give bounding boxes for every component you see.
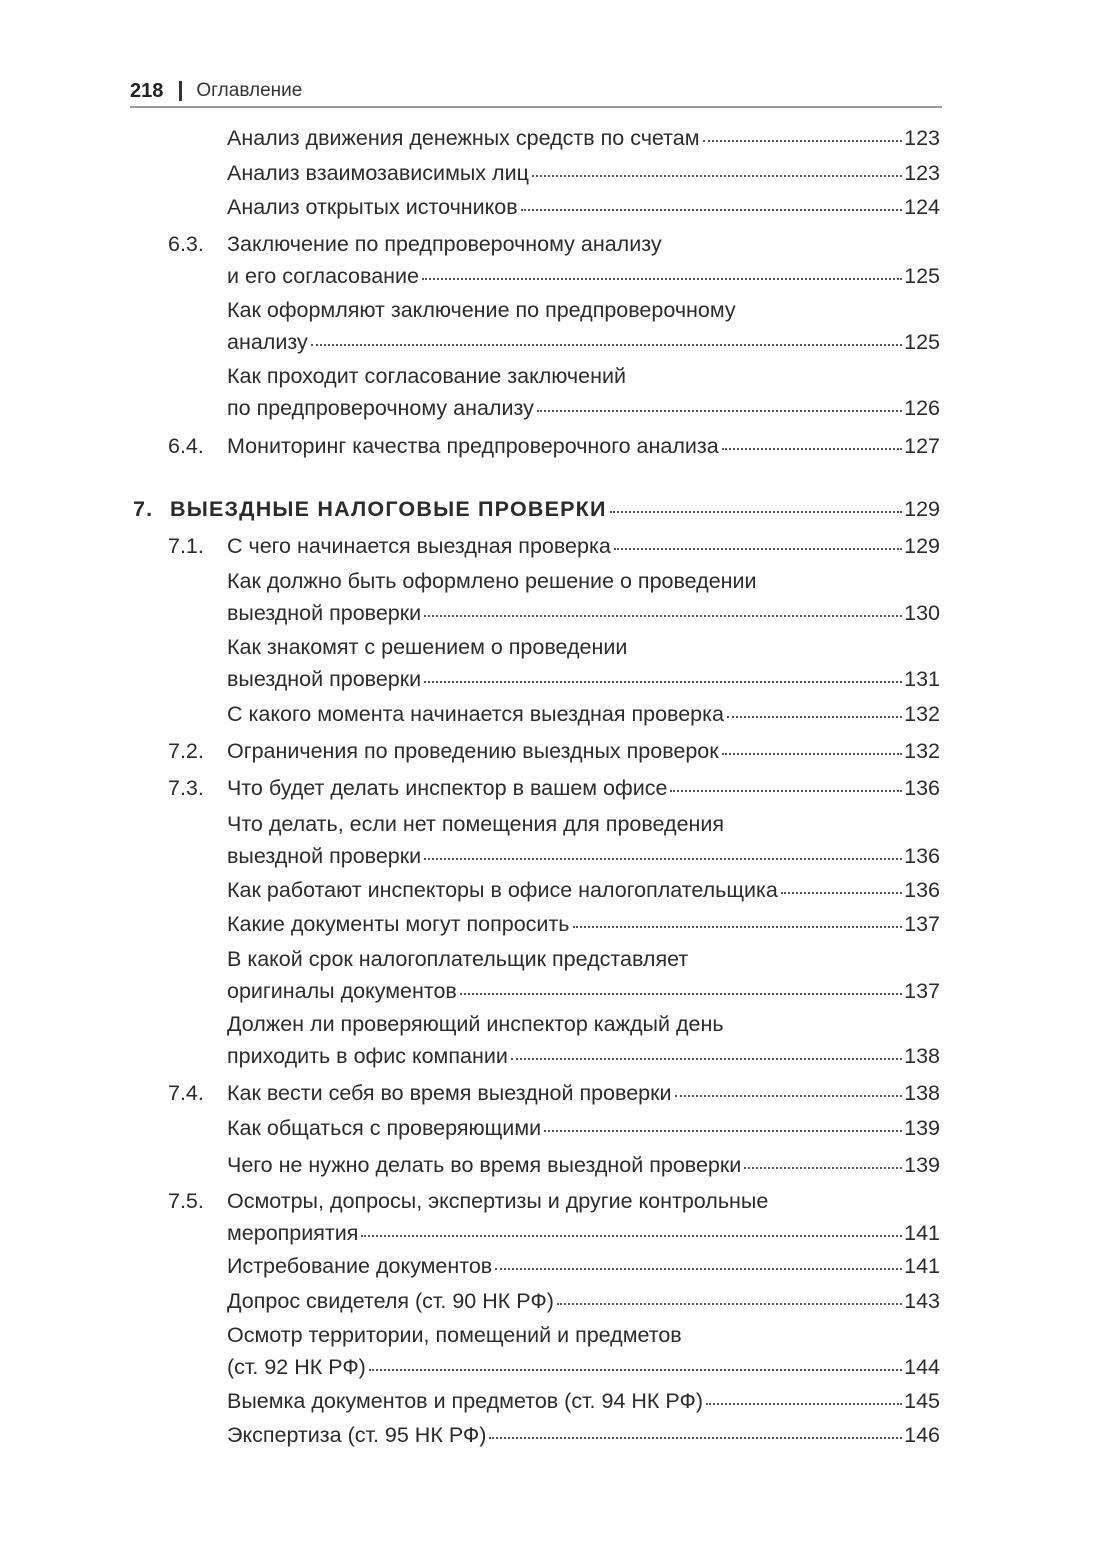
toc-page: 141 [904, 1221, 940, 1245]
toc-page: 146 [904, 1423, 940, 1447]
toc-title-line1: Как знакомят с решением о проведении [227, 635, 628, 659]
toc-title: Мониторинг качества предпроверочного анализа [227, 434, 719, 458]
toc-page: 125 [904, 330, 940, 354]
toc-title-line2: по предпроверочному анализу [227, 396, 534, 420]
dot-leader [744, 1166, 902, 1169]
section-number: 7.5. [168, 1189, 204, 1213]
header-separator [179, 81, 182, 101]
dot-leader [544, 1129, 902, 1132]
running-title: Оглавление [196, 80, 303, 101]
toc-page: 131 [904, 667, 940, 691]
toc-page: 129 [904, 497, 940, 521]
toc-page: 125 [904, 264, 940, 288]
toc-title-line2: выездной проверки [227, 667, 422, 691]
toc-page: 123 [904, 126, 940, 150]
toc-title-line2: оригиналы документов [227, 979, 457, 1003]
toc-title-line2: анализу [227, 330, 308, 354]
section-number: 7.3. [168, 776, 204, 800]
dot-leader [460, 992, 902, 995]
toc-page: 132 [904, 739, 940, 763]
dot-leader [610, 510, 902, 513]
toc-title: С чего начинается выездная проверка [227, 534, 611, 558]
section-number: 6.3. [168, 232, 204, 256]
toc-page: 139 [904, 1153, 940, 1177]
toc-title: Экспертиза (ст. 95 НК РФ) [227, 1423, 487, 1447]
dot-leader [489, 1436, 902, 1439]
toc-title-line2: приходить в офис компании [227, 1044, 508, 1068]
toc-title: Допрос свидетеля (ст. 90 НК РФ) [227, 1289, 554, 1313]
dot-leader [422, 277, 902, 280]
dot-leader [557, 1302, 902, 1305]
toc-title-line1: Заключение по предпроверочному анализу [227, 232, 662, 256]
dot-leader [532, 174, 902, 177]
toc-page: 130 [904, 601, 940, 625]
toc-title: Какие документы могут попросить [227, 912, 570, 936]
toc-page: 129 [904, 534, 940, 558]
toc-title-line2: (ст. 92 НК РФ) [227, 1355, 366, 1379]
toc-title: Как общаться с проверяющими [227, 1116, 542, 1140]
section-number: 7.4. [168, 1081, 204, 1105]
toc-title-line1: Что делать, если нет помещения для проведения [227, 812, 725, 836]
toc-title: Анализ движения денежных средств по счетам [227, 126, 700, 150]
toc-title: Анализ открытых источников [227, 195, 518, 219]
toc-title-line1: Должен ли проверяющий инспектор каждый день [227, 1012, 724, 1036]
toc-page: 144 [904, 1355, 940, 1379]
dot-leader [670, 789, 902, 792]
section-number: 7.2. [168, 739, 204, 763]
toc-page: 137 [904, 912, 940, 936]
toc-title: Чего не нужно делать во время выездной проверки [227, 1153, 742, 1177]
dot-leader [311, 343, 902, 346]
dot-leader [495, 1267, 902, 1270]
toc-title-line1: В какой срок налогоплательщик представляет [227, 947, 689, 971]
toc-title: Как вести себя во время выездной проверки [227, 1081, 672, 1105]
toc-page: 137 [904, 979, 940, 1003]
dot-leader [521, 208, 902, 211]
chapter-number: 7. [133, 497, 154, 521]
toc-title: Как работают инспекторы в офисе налогоплательщика [227, 878, 778, 902]
toc-page: 145 [904, 1389, 940, 1413]
dot-leader [537, 409, 902, 412]
toc-page: 136 [904, 776, 940, 800]
toc-title-line2: и его согласование [227, 264, 419, 288]
toc-title: Что будет делать инспектор в вашем офисе [227, 776, 668, 800]
toc-page: 127 [904, 434, 940, 458]
dot-leader [727, 715, 902, 718]
toc-title: Анализ взаимозависимых лиц [227, 161, 529, 185]
dot-leader [706, 1402, 902, 1405]
toc-page: 143 [904, 1289, 940, 1313]
toc-title-line2: выездной проверки [227, 601, 422, 625]
toc-title-line2: мероприятия [227, 1221, 359, 1245]
toc-page: 124 [904, 195, 940, 219]
toc-title: Выемка документов и предметов (ст. 94 НК РФ) [227, 1389, 704, 1413]
section-number: 7.1. [168, 534, 204, 558]
toc-page: 132 [904, 702, 940, 726]
toc-title-line1: Как должно быть оформлено решение о проведении [227, 569, 757, 593]
dot-leader [614, 547, 902, 550]
toc-page: 138 [904, 1081, 940, 1105]
toc-page: 123 [904, 161, 940, 185]
dot-leader [369, 1368, 902, 1371]
chapter-title: ВЫЕЗДНЫЕ НАЛОГОВЫЕ ПРОВЕРКИ [170, 497, 607, 521]
dot-leader [781, 891, 902, 894]
toc-page: 138 [904, 1044, 940, 1068]
dot-leader [424, 680, 902, 683]
toc-title-line1: Осмотр территории, помещений и предметов [227, 1323, 682, 1347]
toc-title-line1: Осмотры, допросы, экспертизы и другие контрольные [227, 1189, 769, 1213]
dot-leader [361, 1234, 902, 1237]
dot-leader [424, 614, 902, 617]
toc-page: 136 [904, 844, 940, 868]
toc-page: 139 [904, 1116, 940, 1140]
toc-title: С какого момента начинается выездная проверка [227, 702, 724, 726]
toc-title: Ограничения по проведению выездных проверок [227, 739, 719, 763]
toc-page: 141 [904, 1254, 940, 1278]
dot-leader [573, 925, 903, 928]
section-number: 6.4. [168, 434, 204, 458]
running-header [130, 76, 942, 108]
dot-leader [511, 1057, 902, 1060]
dot-leader [675, 1094, 903, 1097]
dot-leader [722, 752, 902, 755]
page-number: 218 [130, 79, 164, 102]
toc-page: 136 [904, 878, 940, 902]
dot-leader [722, 447, 902, 450]
dot-leader [703, 139, 903, 142]
toc-title: Истребование документов [227, 1254, 493, 1278]
toc-title-line1: Как проходит согласование заключений [227, 364, 626, 388]
dot-leader [424, 857, 902, 860]
toc-title-line1: Как оформляют заключение по предпроверочному [227, 298, 736, 322]
toc-title-line2: выездной проверки [227, 844, 422, 868]
toc-page: 126 [904, 396, 940, 420]
